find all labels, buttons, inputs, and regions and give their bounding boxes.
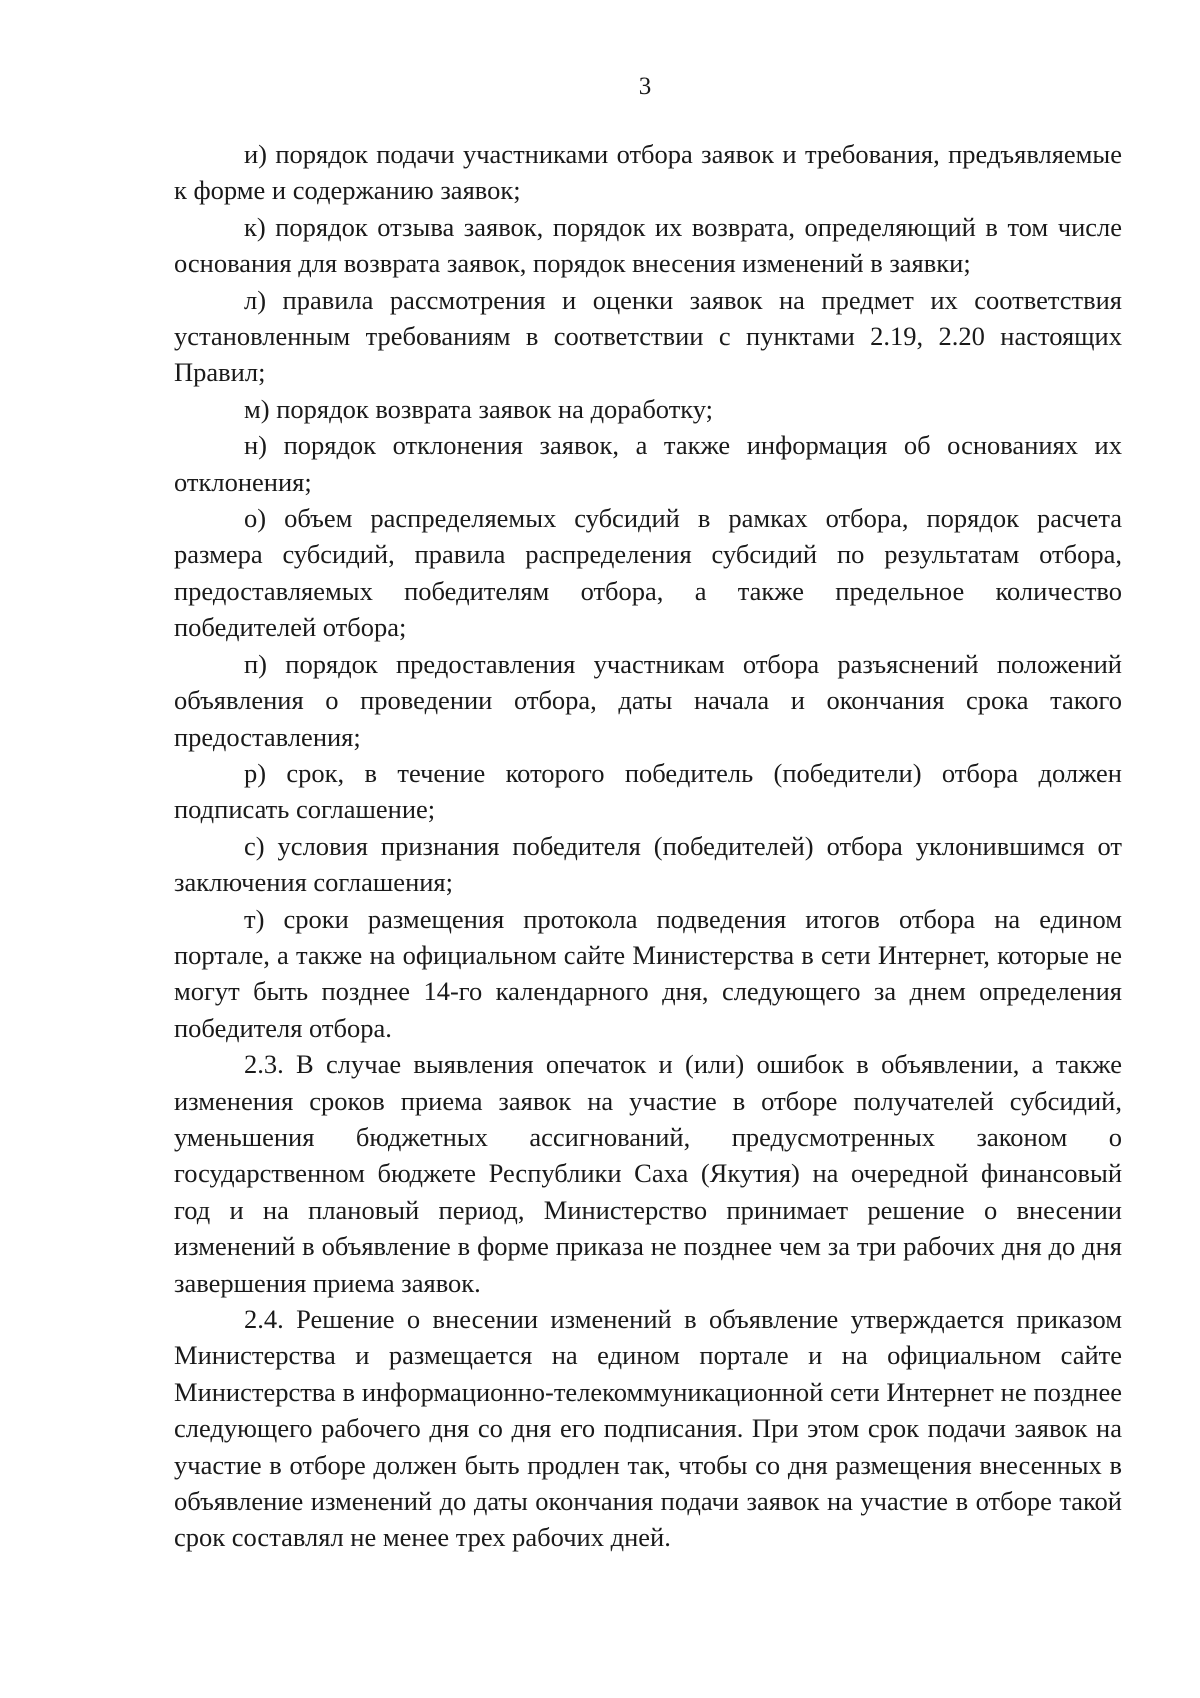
paragraph-item-l: л) правила рассмотрения и оценки заявок на предмет их соответствия установленным требованиям в соответствии с пунктами 2.19, 2.20 настоящих Правил; (174, 284, 1122, 388)
paragraph-item-t: т) сроки размещения протокола подведения итогов отбора на едином портале, а также на официальном сайте Министерства в сети Интернет, которые не могут быть позднее 14-го календарного дня, следующего за днем определения победителя отбора. (174, 903, 1122, 1043)
document-body (174, 136, 1122, 1556)
paragraph-item-s: с) условия признания победителя (победителей) отбора уклонившимся от заключения соглашения; (174, 830, 1122, 898)
paragraph-section-2-3: 2.3. В случае выявления опечаток и (или) ошибок в объявлении, а также изменения сроков приема заявок на участие в отборе получателей субсидий, уменьшения бюджетных ассигнований, предусмотренных законом о государственном бюджете Республики Саха (Якутия) на очередной финансовый год и на плановый период, Министерство принимает решение о внесении изменений в объявление в форме приказа не позднее чем за три рабочих дня до дня завершения приема заявок. (174, 1049, 1122, 1298)
paragraph-item-i: и) порядок подачи участниками отбора заявок и требования, предъявляемые к форме и содержанию заявок; (174, 139, 1122, 206)
paragraph-item-r: р) срок, в течение которого победитель (победители) отбора должен подписать соглашение; (174, 757, 1122, 825)
paragraph-item-o: о) объем распределяемых субсидий в рамках отбора, порядок расчета размера субсидий, правила распределения субсидий по результатам отбора, предоставляемых победителям отбора, а также предельное количество победителей отбора; (174, 503, 1122, 643)
paragraph-item-k: к) порядок отзыва заявок, порядок их возврата, определяющий в том числе основания для возврата заявок, порядок внесения изменений в заявки; (174, 211, 1122, 279)
paragraph-item-n: н) порядок отклонения заявок, а также информация об основаниях их отклонения; (174, 430, 1122, 497)
paragraph-item-p: п) порядок предоставления участникам отбора разъяснений положений объявления о проведении отбора, даты начала и окончания срока такого предоставления; (174, 648, 1122, 752)
paragraph-section-2-4: 2.4. Решение о внесении изменений в объявление утверждается приказом Министерства и размещается на едином портале и на официальном сайте Министерства в информационно-телекоммуникационной сети Интернет не позднее следующего рабочего дня со дня его подписания. При этом срок подачи заявок на участие в отборе должен быть продлен так, чтобы со дня размещения внесенных в объявление изменений до даты окончания подачи заявок на участие в отборе такой срок составлял не менее трех рабочих дней. (174, 1304, 1122, 1553)
page-number: 3 (638, 73, 652, 100)
paragraph-item-m: м) порядок возврата заявок на доработку; (244, 393, 714, 424)
